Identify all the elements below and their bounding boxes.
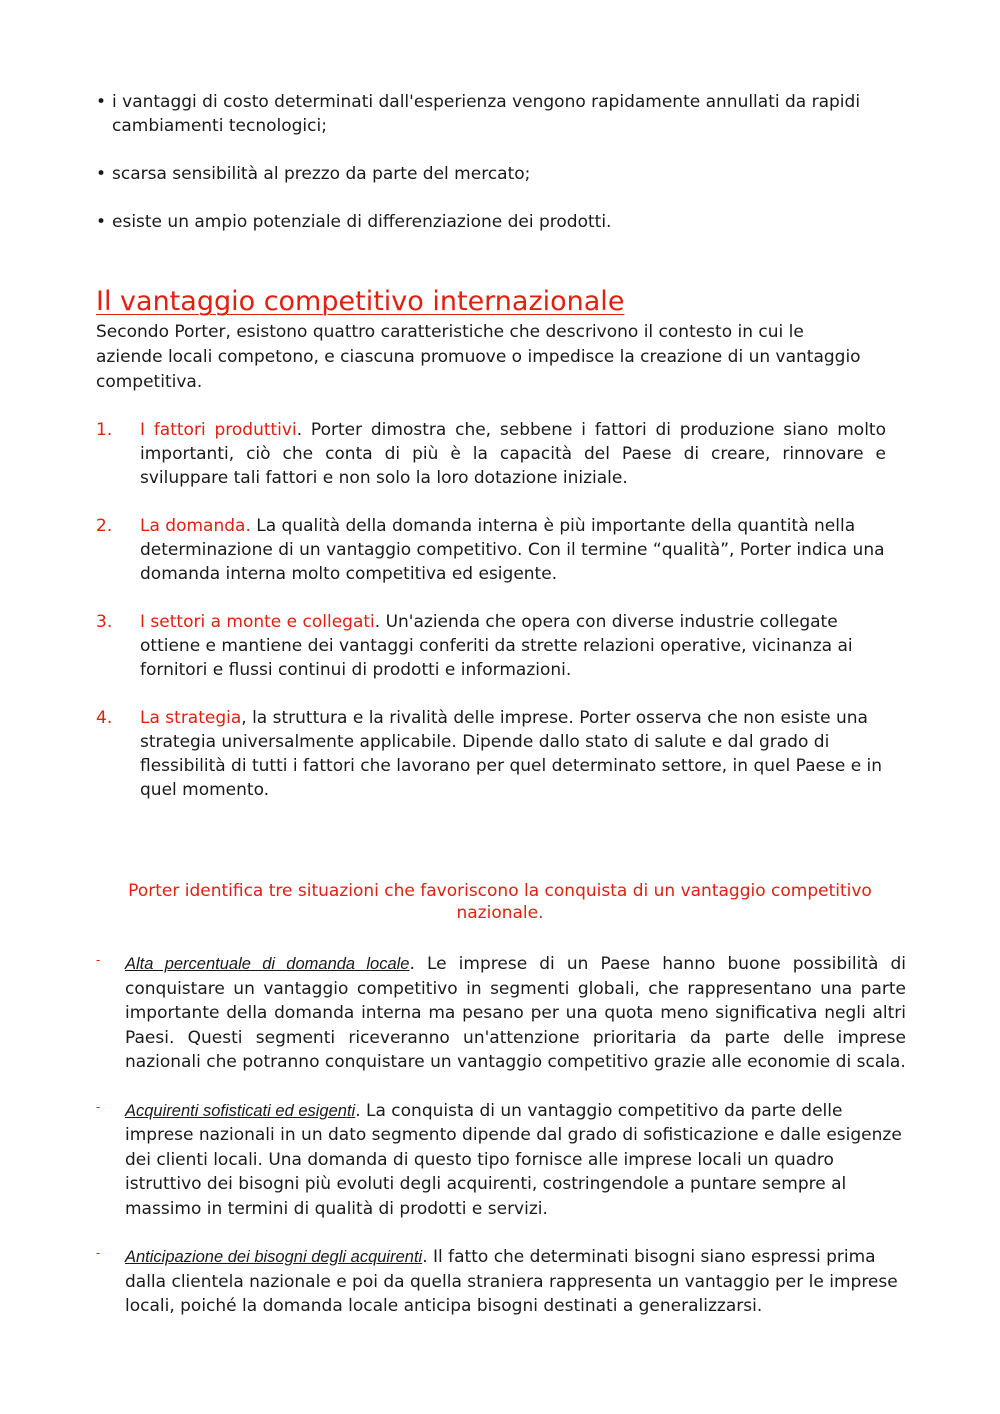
bullet-text: scarsa sensibilità al prezzo da parte del mercato; (112, 164, 531, 184)
item-text: . Porter dimostra che, sebbene i fattori di produzione siano molto importanti, ciò che conta di più è la capacità del Paese di creare, rinnovare e sviluppare tali fattori e non solo la loro dotazione iniziale. (140, 420, 886, 488)
item-text: . Le imprese di un Paese hanno buone possibilità di conquistare un vantaggio competitivo in segmenti globali, che rappresentano una parte importante della domanda interna ma pesano per una quota meno significativa negli altri Paesi. Questi segmenti riceveranno un'attenzione prioritaria da parte delle imprese nazionali che potranno conquistare un vantaggio competitivo grazie alle economie di scala. (125, 954, 907, 1072)
bullet-text: i vantaggi di costo determinati dall'esperienza vengono rapidamente annullati da rapidi cambiamenti tecnologici; (112, 92, 861, 136)
item-number: 4. (96, 708, 113, 728)
bullet-item (96, 90, 876, 138)
item-body (125, 1245, 906, 1319)
dash-icon: - (96, 1246, 101, 1260)
item-body (125, 1099, 906, 1222)
bullet-list (96, 90, 876, 258)
section-intro: Secondo Porter, esistono quattro caratteristiche che descrivono il contesto in cui le aziende locali competono, e ciascuna promuove o impedisce la creazione di un vantaggio competitiva. (96, 322, 861, 392)
bullet-item (96, 162, 876, 186)
item-text: . Il fatto che determinati bisogni siano espressi prima dalla clientela nazionale e poi da quella straniera rappresenta un vantaggio per le imprese locali, poiché la domanda locale anticipa bisogni destinati a generalizzarsi. (125, 1247, 898, 1316)
item-text: La qualità della domanda interna è più importante della quantità nella determinazione di un vantaggio competitivo. Con il termine “qualità”, Porter indica una domanda interna molto competitiva ed esigente. (140, 516, 885, 584)
item-body (140, 418, 886, 490)
list-item (96, 514, 886, 586)
list-item (96, 706, 886, 802)
item-title: Acquirenti sofisticati ed esigenti (125, 1101, 356, 1120)
item-body (140, 514, 886, 586)
item-number: 1. (96, 420, 113, 440)
situations-heading: Porter identifica tre situazioni che favoriscono la conquista di un vantaggio competitivo nazionale. (128, 881, 872, 923)
list-item (96, 1099, 906, 1222)
item-title: Alta percentuale di domanda locale (125, 955, 410, 973)
numbered-list (96, 418, 886, 826)
item-text: . Un'azienda che opera con diverse industrie collegate ottiene e mantiene dei vantaggi conferiti da strette relazioni operative, vicinanza ai fornitori e flussi continui di prodotti e informazioni. (140, 612, 853, 680)
item-title: I settori a monte e collegati (140, 612, 375, 632)
bullet-text: esiste un ampio potenziale di differenziazione dei prodotti. (112, 212, 612, 232)
item-number: 2. (96, 516, 113, 536)
item-number: 3. (96, 612, 113, 632)
bullet-item (96, 210, 876, 234)
item-text: . La conquista di un vantaggio competitivo da parte delle imprese nazionali in un dato segmento dipende dal grado di sofisticazione e dalle esigenze dei clienti locali. Una domanda di questo tipo fornisce alle imprese locali un quadro istruttivo dei bisogni più evoluti degli acquirenti, costringendole a puntare sempre al massimo in termini di qualità di prodotti e servizi. (125, 1100, 902, 1219)
list-item (96, 952, 906, 1075)
bullet-icon: • (96, 92, 107, 112)
item-body (125, 952, 906, 1075)
dash-list (96, 952, 906, 1343)
list-item (96, 1245, 906, 1319)
dash-icon: - (96, 953, 101, 967)
item-body (140, 706, 886, 802)
bullet-icon: • (96, 212, 107, 232)
list-item (96, 418, 886, 490)
item-title: Anticipazione dei bisogni degli acquirenti (125, 1248, 423, 1266)
section-title: Il vantaggio competitivo internazionale (96, 286, 625, 317)
item-body (140, 610, 886, 682)
list-item (96, 610, 886, 682)
item-title: I fattori produttivi (140, 420, 297, 440)
bullet-icon: • (96, 164, 107, 184)
item-title: La strategia (140, 708, 242, 728)
item-text: , la struttura e la rivalità delle imprese. Porter osserva che non esiste una strategia universalmente applicabile. Dipende dallo stato di salute e dal grado di flessibilità di tutti i fattori che lavorano per quel determinato settore, in quel Paese e in quel momento. (140, 708, 883, 800)
item-title: La domanda. (140, 516, 251, 536)
dash-icon: - (96, 1099, 101, 1114)
